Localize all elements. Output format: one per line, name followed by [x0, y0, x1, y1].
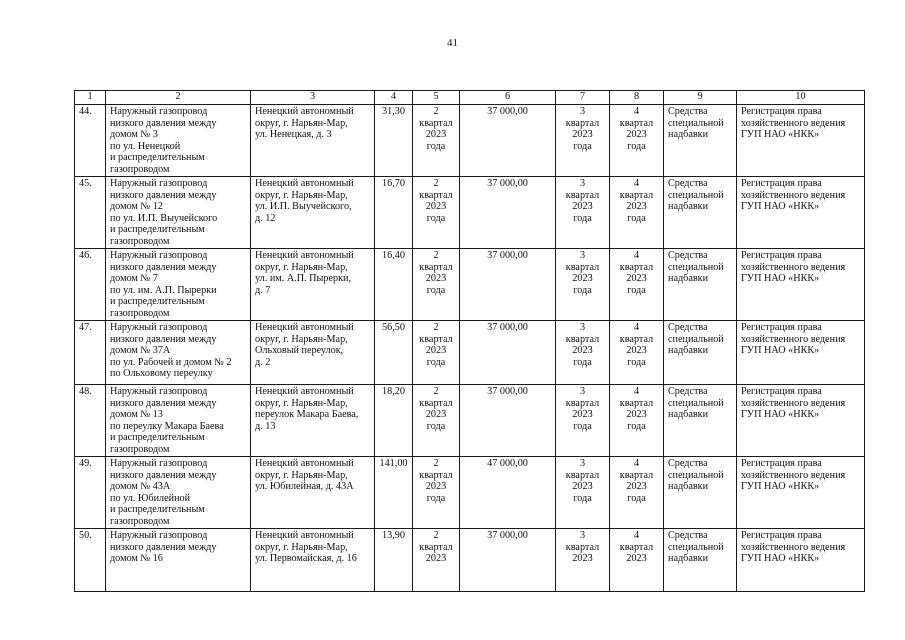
period-col8-line: года	[627, 492, 646, 504]
object-name-line: по Ольховому переулку	[110, 368, 213, 379]
cost-cell: 37 000,00	[460, 177, 556, 249]
column-number-row	[75, 91, 865, 105]
length-cell: 18,20	[375, 385, 413, 457]
length-cell: 141,00	[375, 457, 413, 529]
start-period-cell	[413, 321, 460, 385]
address-line: округ, г. Нарьян-Мар,	[255, 397, 348, 409]
funding-source-line: надбавки	[668, 409, 709, 420]
period-col8-line: 2023	[626, 273, 647, 284]
address-line: Ненецкий автономный	[255, 386, 354, 397]
object-name-line: домом № 37А	[110, 345, 171, 356]
start-period-line: квартал	[419, 333, 453, 345]
object-name-cell	[106, 321, 251, 385]
object-name-line: низкого давления между	[110, 189, 217, 201]
funding-source-line: специальной	[668, 261, 724, 273]
period-col8-line: 4	[633, 322, 640, 333]
table-row	[75, 529, 865, 592]
table-row	[75, 177, 865, 249]
table-body	[75, 105, 865, 592]
object-name-cell	[106, 105, 251, 177]
object-name-line: низкого давления между	[110, 469, 217, 481]
start-period-cell	[413, 249, 460, 321]
object-name-line: газопроводом	[110, 515, 170, 527]
object-name-cell	[106, 457, 251, 529]
funding-source-cell	[664, 529, 737, 592]
period-col7-line: года	[573, 492, 592, 504]
cost-cell: 37 000,00	[460, 105, 556, 177]
result-line: Регистрация права	[741, 530, 822, 541]
start-period-line: 2023	[425, 345, 447, 356]
period-col7-line: 3	[579, 250, 586, 261]
period-col7-line: квартал	[565, 261, 600, 273]
row-number-cell: 49.	[75, 457, 106, 529]
result-line: хозяйственного ведения	[741, 261, 846, 273]
result-line: Регистрация права	[741, 322, 822, 333]
address-line: Ненецкий автономный	[255, 250, 354, 261]
funding-source-cell	[664, 177, 737, 249]
funding-source-line: Средства	[668, 178, 708, 189]
object-name-line: низкого давления между	[110, 261, 217, 273]
object-name-line: и распределительным	[110, 224, 205, 235]
object-name-line: и распределительным	[110, 432, 205, 443]
address-cell	[251, 385, 375, 457]
address-line: д. 7	[255, 284, 271, 296]
period-col7-line: 3	[579, 106, 586, 117]
address-line: Ольховый переулок,	[255, 345, 344, 356]
funding-source-cell	[664, 385, 737, 457]
period-col8-line: года	[627, 420, 646, 432]
object-name-line: Наружный газопровод	[110, 106, 208, 117]
funding-source-line: надбавки	[668, 345, 709, 356]
address-line: Ненецкий автономный	[255, 322, 354, 333]
object-name-line: по ул. Ненецкой	[110, 140, 181, 152]
period-col8-line: года	[627, 212, 646, 224]
period-col7-line: 2023	[572, 409, 593, 420]
start-period-line: 2	[433, 458, 439, 469]
length-cell: 13,90	[375, 529, 413, 592]
result-cell	[737, 321, 865, 385]
address-line: д. 12	[255, 212, 276, 224]
period-col8-cell	[610, 385, 664, 457]
address-cell	[251, 249, 375, 321]
address-cell	[251, 457, 375, 529]
period-col7-line: квартал	[565, 117, 600, 129]
start-period-line: квартал	[419, 469, 453, 481]
period-col7-line: 3	[579, 530, 586, 541]
start-period-line: года	[426, 420, 446, 432]
result-cell	[737, 457, 865, 529]
object-name-line: низкого давления между	[110, 541, 217, 553]
object-name-line: низкого давления между	[110, 333, 217, 345]
object-name-line: газопроводом	[110, 163, 170, 175]
object-name-line: по ул. им. А.П. Пырерки	[110, 284, 217, 296]
address-cell	[251, 105, 375, 177]
funding-source-line: Средства	[668, 530, 708, 541]
period-col8-line: квартал	[619, 261, 654, 273]
period-col8-cell	[610, 177, 664, 249]
start-period-line: 2	[433, 386, 439, 397]
period-col8-line: квартал	[619, 541, 654, 553]
address-line: округ, г. Нарьян-Мар,	[255, 189, 348, 201]
result-line: хозяйственного ведения	[741, 469, 846, 481]
period-col7-line: квартал	[565, 397, 600, 409]
object-name-cell	[106, 177, 251, 249]
period-col7-line: 2023	[572, 129, 593, 140]
cost-cell: 37 000,00	[460, 249, 556, 321]
period-col8-line: квартал	[619, 397, 654, 409]
col-header-1: 1	[75, 91, 106, 105]
col-header-9: 9	[664, 91, 737, 105]
table-row	[75, 105, 865, 177]
address-line: Ненецкий автономный	[255, 530, 354, 541]
result-line: ГУП НАО «НКК»	[741, 129, 820, 140]
funding-source-line: специальной	[668, 189, 724, 201]
row-number-cell: 47.	[75, 321, 106, 385]
col-header-7: 7	[556, 91, 610, 105]
result-line: хозяйственного ведения	[741, 117, 846, 129]
object-name-line: домом № 3	[110, 129, 158, 140]
period-col7-line: 3	[579, 322, 586, 333]
result-line: Регистрация права	[741, 386, 822, 397]
funding-source-line: специальной	[668, 397, 724, 409]
result-cell	[737, 249, 865, 321]
object-name-line: по ул. Юбилейной	[110, 492, 191, 504]
period-col8-cell	[610, 457, 664, 529]
period-col7-cell	[556, 249, 610, 321]
result-cell	[737, 105, 865, 177]
period-col8-line: 4	[633, 106, 640, 117]
period-col8-line: года	[627, 356, 646, 368]
start-period-cell	[413, 529, 460, 592]
period-col8-cell	[610, 321, 664, 385]
period-col7-cell	[556, 385, 610, 457]
start-period-line: года	[426, 356, 446, 368]
period-col7-cell	[556, 529, 610, 592]
period-col8-line: года	[627, 140, 646, 152]
address-line: округ, г. Нарьян-Мар,	[255, 333, 348, 345]
cost-cell: 37 000,00	[460, 321, 556, 385]
start-period-line: квартал	[419, 117, 453, 129]
address-cell	[251, 177, 375, 249]
address-line: Ненецкий автономный	[255, 106, 354, 117]
funding-source-cell	[664, 321, 737, 385]
address-cell	[251, 321, 375, 385]
start-period-cell	[413, 105, 460, 177]
start-period-line: года	[426, 140, 446, 152]
result-line: ГУП НАО «НКК»	[741, 409, 820, 420]
result-line: хозяйственного ведения	[741, 397, 846, 409]
col-header-10: 10	[737, 91, 865, 105]
start-period-line: квартал	[419, 189, 453, 201]
period-col7-line: 2023	[572, 273, 593, 284]
period-col7-line: года	[573, 356, 592, 368]
object-name-cell	[106, 529, 251, 592]
table-row	[75, 249, 865, 321]
object-name-line: домом № 7	[110, 273, 158, 284]
row-number-cell: 50.	[75, 529, 106, 592]
period-col8-line: 2023	[626, 409, 647, 420]
gas-pipeline-table	[74, 90, 865, 592]
period-col8-cell	[610, 529, 664, 592]
object-name-line: Наружный газопровод	[110, 250, 208, 261]
row-number-cell: 46.	[75, 249, 106, 321]
result-cell	[737, 385, 865, 457]
result-cell	[737, 529, 865, 592]
address-line: округ, г. Нарьян-Мар,	[255, 469, 348, 481]
address-line: ул. им. А.П. Пырерки,	[255, 273, 352, 284]
period-col7-line: 3	[579, 178, 586, 189]
period-col8-line: квартал	[619, 117, 654, 129]
address-line: ул. И.П. Выучейского,	[255, 201, 352, 212]
table-row	[75, 321, 865, 385]
period-col8-line: 4	[633, 178, 640, 189]
object-name-line: домом № 12	[110, 201, 163, 212]
funding-source-line: Средства	[668, 250, 708, 261]
object-name-cell	[106, 249, 251, 321]
period-col8-line: 2023	[626, 481, 647, 492]
result-line: ГУП НАО «НКК»	[741, 345, 820, 356]
address-line: округ, г. Нарьян-Мар,	[255, 261, 348, 273]
start-period-line: 2	[433, 178, 439, 189]
start-period-line: квартал	[419, 541, 453, 553]
start-period-line: 2	[433, 250, 439, 261]
start-period-line: 2023	[425, 201, 447, 212]
object-name-line: по ул. И.П. Выучейского	[110, 212, 218, 224]
address-line: Ненецкий автономный	[255, 458, 354, 469]
table-header	[75, 91, 865, 105]
period-col8-cell	[610, 105, 664, 177]
funding-source-line: надбавки	[668, 481, 709, 492]
result-line: ГУП НАО «НКК»	[741, 201, 820, 212]
col-header-4: 4	[375, 91, 413, 105]
funding-source-line: надбавки	[668, 129, 709, 140]
result-line: хозяйственного ведения	[741, 541, 846, 553]
funding-source-line: специальной	[668, 333, 724, 345]
object-name-line: домом № 16	[110, 553, 163, 564]
funding-source-cell	[664, 105, 737, 177]
object-name-line: газопроводом	[110, 443, 170, 455]
funding-source-line: надбавки	[668, 273, 709, 284]
result-line: ГУП НАО «НКК»	[741, 273, 820, 284]
funding-source-line: надбавки	[668, 201, 709, 212]
result-line: хозяйственного ведения	[741, 189, 846, 201]
start-period-line: 2	[433, 322, 439, 333]
cost-cell: 47 000,00	[460, 457, 556, 529]
length-cell: 56,50	[375, 321, 413, 385]
period-col8-cell	[610, 249, 664, 321]
period-col8-line: 4	[633, 386, 640, 397]
period-col8-line: квартал	[619, 469, 654, 481]
col-header-5: 5	[413, 91, 460, 105]
start-period-line: 2023	[425, 409, 447, 420]
start-period-line: 2023	[425, 553, 447, 564]
address-line: ул. Ненецкая, д. 3	[255, 129, 332, 140]
object-name-line: Наружный газопровод	[110, 386, 208, 397]
object-name-line: низкого давления между	[110, 397, 217, 409]
period-col8-line: 2023	[626, 201, 647, 212]
period-col8-line: 2023	[626, 553, 647, 564]
result-line: ГУП НАО «НКК»	[741, 481, 820, 492]
col-header-2: 2	[106, 91, 251, 105]
address-line: ул. Юбилейная, д. 43А	[255, 481, 354, 492]
address-line: округ, г. Нарьян-Мар,	[255, 541, 348, 553]
funding-source-cell	[664, 457, 737, 529]
object-name-line: газопроводом	[110, 307, 170, 319]
col-header-3: 3	[251, 91, 375, 105]
period-col7-line: квартал	[565, 541, 600, 553]
period-col7-line: квартал	[565, 333, 600, 345]
period-col7-line: 2023	[572, 481, 593, 492]
object-name-cell	[106, 385, 251, 457]
result-line: Регистрация права	[741, 178, 822, 189]
period-col7-line: года	[573, 140, 592, 152]
object-name-line: низкого давления между	[110, 117, 217, 129]
object-name-line: Наружный газопровод	[110, 178, 208, 189]
table-row	[75, 457, 865, 529]
col-header-6: 6	[460, 91, 556, 105]
row-number-cell: 48.	[75, 385, 106, 457]
funding-source-line: Средства	[668, 458, 708, 469]
object-name-line: и распределительным	[110, 296, 205, 307]
page-number: 41	[447, 37, 458, 49]
funding-source-line: надбавки	[668, 553, 709, 564]
period-col7-line: квартал	[565, 469, 600, 481]
address-line: Ненецкий автономный	[255, 178, 354, 189]
length-cell: 31,30	[375, 105, 413, 177]
period-col7-line: квартал	[565, 189, 600, 201]
start-period-line: квартал	[419, 261, 453, 273]
object-name-line: по ул. Рабочей и домом № 2	[110, 356, 232, 368]
period-col8-line: 4	[633, 458, 640, 469]
period-col7-cell	[556, 457, 610, 529]
address-cell	[251, 529, 375, 592]
row-number-cell: 45.	[75, 177, 106, 249]
start-period-line: года	[426, 492, 446, 504]
object-name-line: Наружный газопровод	[110, 458, 208, 469]
length-cell: 16,70	[375, 177, 413, 249]
col-header-8: 8	[610, 91, 664, 105]
object-name-line: домом № 43А	[110, 481, 171, 492]
address-line: округ, г. Нарьян-Мар,	[255, 117, 348, 129]
object-name-line: домом № 13	[110, 409, 163, 420]
address-line: ул. Первомайская, д. 16	[255, 553, 357, 564]
object-name-line: и распределительным	[110, 504, 205, 515]
table-row	[75, 385, 865, 457]
result-line: ГУП НАО «НКК»	[741, 553, 820, 564]
start-period-line: года	[426, 212, 446, 224]
object-name-line: газопроводом	[110, 235, 170, 247]
result-line: Регистрация права	[741, 458, 822, 469]
object-name-line: Наружный газопровод	[110, 530, 208, 541]
period-col8-line: 2023	[626, 129, 647, 140]
funding-source-line: Средства	[668, 386, 708, 397]
period-col7-cell	[556, 321, 610, 385]
period-col7-cell	[556, 177, 610, 249]
result-line: Регистрация права	[741, 250, 822, 261]
period-col8-line: 4	[633, 250, 640, 261]
start-period-line: 2023	[425, 129, 447, 140]
object-name-line: по переулку Макара Баева	[110, 420, 224, 432]
start-period-line: 2	[433, 106, 439, 117]
period-col7-line: года	[573, 284, 592, 296]
start-period-line: квартал	[419, 397, 453, 409]
result-line: хозяйственного ведения	[741, 333, 846, 345]
cost-cell: 37 000,00	[460, 529, 556, 592]
start-period-line: 2023	[425, 481, 447, 492]
start-period-line: 2	[433, 530, 439, 541]
start-period-line: 2023	[425, 273, 447, 284]
object-name-line: и распределительным	[110, 152, 205, 163]
row-number-cell: 44.	[75, 105, 106, 177]
funding-source-line: Средства	[668, 106, 708, 117]
period-col7-line: 2023	[572, 201, 593, 212]
funding-source-line: специальной	[668, 541, 724, 553]
start-period-line: года	[426, 284, 446, 296]
period-col7-line: 3	[579, 386, 586, 397]
funding-source-cell	[664, 249, 737, 321]
period-col8-line: квартал	[619, 333, 654, 345]
period-col8-line: 2023	[626, 345, 647, 356]
period-col8-line: квартал	[619, 189, 654, 201]
result-cell	[737, 177, 865, 249]
address-line: переулок Макара Баева,	[255, 409, 359, 420]
period-col7-line: года	[573, 212, 592, 224]
period-col7-line: 3	[579, 458, 586, 469]
address-line: д. 2	[255, 356, 271, 368]
length-cell: 16,40	[375, 249, 413, 321]
address-line: д. 13	[255, 420, 276, 432]
period-col7-line: года	[573, 420, 592, 432]
period-col8-line: года	[627, 284, 646, 296]
period-col7-cell	[556, 105, 610, 177]
start-period-cell	[413, 385, 460, 457]
start-period-cell	[413, 457, 460, 529]
object-name-line: Наружный газопровод	[110, 322, 208, 333]
result-line: Регистрация права	[741, 106, 822, 117]
funding-source-line: специальной	[668, 117, 724, 129]
funding-source-line: Средства	[668, 322, 708, 333]
period-col7-line: 2023	[572, 345, 593, 356]
funding-source-line: специальной	[668, 469, 724, 481]
cost-cell: 37 000,00	[460, 385, 556, 457]
start-period-cell	[413, 177, 460, 249]
period-col8-line: 4	[633, 530, 640, 541]
period-col7-line: 2023	[572, 553, 593, 564]
